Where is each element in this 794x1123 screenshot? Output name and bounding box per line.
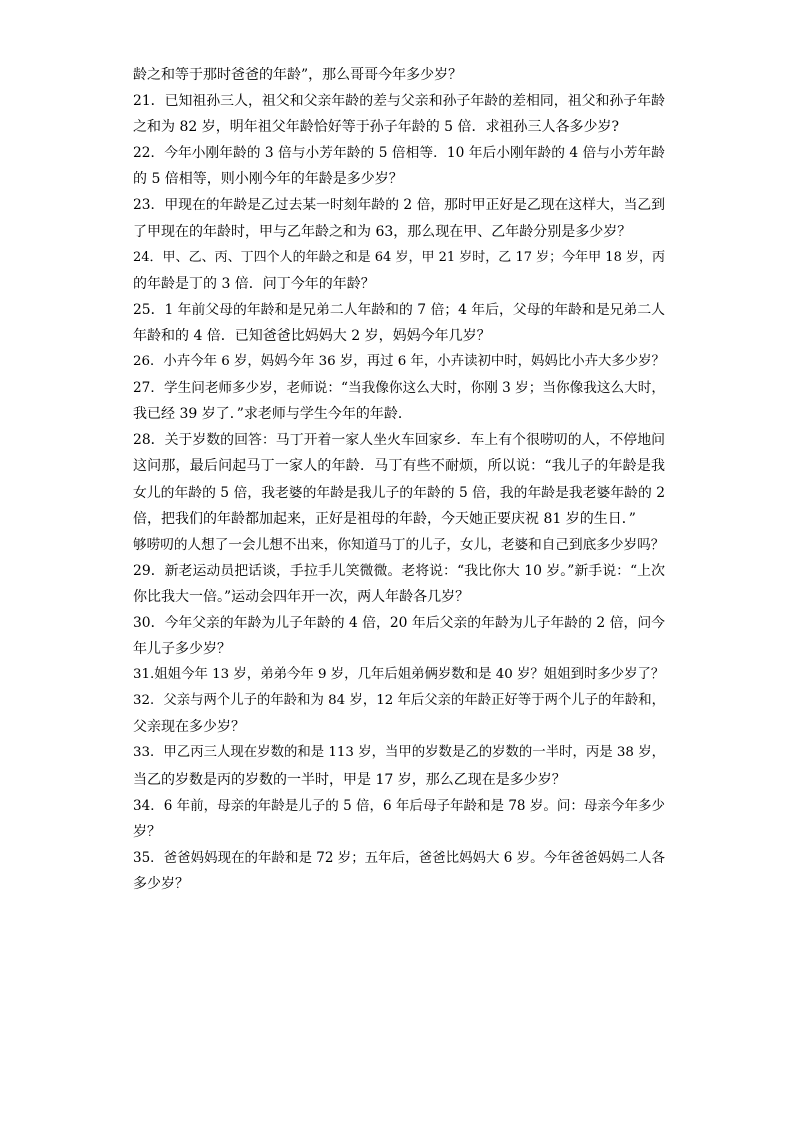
problem-23 (133, 192, 665, 244)
problem-21 (133, 88, 665, 140)
text-line: 年龄和的 4 倍．已知爸爸比妈妈大 2 岁，妈妈今年几岁？ (133, 327, 491, 344)
problem-24 (133, 245, 665, 297)
text-line: 这问那，最后问起马丁一家人的年龄．马丁有些不耐烦，所以说：“我儿子的年龄是我 (133, 458, 665, 475)
text-line: 27．学生问老师多少岁，老师说：“当我像你这么大时，你刚 3 岁；当你像我这么大时， (133, 380, 665, 397)
problem-30 (133, 610, 665, 662)
text-line: 28．关于岁数的回答：马丁开着一家人坐火车回家乡．车上有个很唠叨的人，不停地问 (133, 432, 665, 449)
text-line: 之和为 82 岁，明年祖父年龄恰好等于孙子年龄的 5 倍．求祖孙三人各多少岁? (133, 119, 620, 136)
problem-20-continuation (133, 62, 665, 88)
text-line: 25．1 年前父母的年龄和是兄弟二人年龄和的 7 倍；4 年后，父母的年龄和是兄弟二人 (133, 301, 665, 318)
problem-34 (133, 793, 665, 845)
problem-list (133, 62, 665, 897)
problem-22 (133, 140, 665, 192)
text-line: 33．甲乙丙三人现在岁数的和是 113 岁，当甲的岁数是乙的岁数的一半时，丙是 38 岁， (133, 745, 665, 761)
text-line: 30．今年父亲的年龄为儿子年龄的 4 倍，20 年后父亲的年龄为儿子年龄的 2 倍，问今 (133, 614, 665, 631)
text-line: 32．父亲与两个儿子的年龄和为 84 岁，12 年后父亲的年龄正好等于两个儿子的年龄和， (133, 693, 665, 709)
text-line: 了甲现在的年龄时，甲与乙年龄之和为 63，那么现在甲、乙年龄分别是多少岁？ (133, 223, 632, 240)
text-line: 你比我大一倍。”运动会四年开一次，两人年龄各几岁？ (133, 588, 470, 605)
text-line: 的年龄是丁的 3 倍．问丁今年的年龄？ (133, 275, 375, 292)
text-line: 当乙的岁数是丙的岁数的一半时，甲是 17 岁，那么乙现在是多少岁？ (133, 771, 566, 788)
text-line: 21．已知祖孙三人，祖父和父亲年龄的差与父亲和孙子年龄的差相同，祖父和孙子年龄 (133, 93, 665, 110)
problem-33 (133, 740, 665, 792)
text-line: 父亲现在多少岁？ (133, 719, 245, 736)
text-line: 34．6 年前，母亲的年龄是儿子的 5 倍，6 年后母子年龄和是 78 岁。问：母亲今年多少 (133, 797, 665, 814)
problem-28 (133, 427, 665, 557)
text-line: 倍，把我们的年龄都加起来，正好是祖母的年龄，今天她正要庆祝 81 岁的生日．” (133, 510, 636, 527)
text-line: 年儿子多少岁？ (133, 641, 231, 658)
text-line: 的 5 倍相等，则小刚今年的年龄是多少岁？ (133, 171, 403, 188)
text-line: 35．爸爸妈妈现在的年龄和是 72 岁；五年后，爸爸比妈妈大 6 岁。今年爸爸妈妈二人各 (133, 849, 665, 866)
problem-35 (133, 845, 665, 897)
text-line: 龄之和等于那时爸爸的年龄”，那么哥哥今年多少岁？ (133, 67, 463, 83)
text-line: 31.姐姐今年 13 岁，弟弟今年 9 岁，几年后姐弟俩岁数和是 40 岁？姐姐到时多少岁了？ (133, 667, 665, 683)
text-line: 多少岁？ (133, 875, 189, 892)
problem-26 (133, 349, 665, 375)
text-line: 23．甲现在的年龄是乙过去某一时刻年龄的 2 倍，那时甲正好是乙现在这样大，当乙到 (133, 197, 665, 214)
problem-32 (133, 688, 665, 740)
text-line: 岁？ (133, 823, 161, 840)
text-line: 24．甲、乙、丙、丁四个人的年龄之和是 64 岁，甲 21 岁时，乙 17 岁；今年甲 18 岁，丙 (133, 249, 665, 265)
text-line: 29．新老运动员把话谈，手拉手儿笑微微。老将说：“我比你大 10 岁。”新手说：“上次 (133, 562, 665, 579)
problem-29 (133, 558, 665, 610)
text-line: 女儿的年龄的 5 倍，我老婆的年龄是我儿子的年龄的 5 倍，我的年龄是我老婆年龄的 2 (133, 484, 665, 501)
problem-27 (133, 375, 665, 427)
text-line: 26．小卉今年 6 岁，妈妈今年 36 岁，再过 6 年，小卉读初中时，妈妈比小卉大多少岁？ (133, 354, 665, 370)
problem-31 (133, 662, 665, 688)
text-line: 22．今年小刚年龄的 3 倍与小芳年龄的 5 倍相等．10 年后小刚年龄的 4 倍与小芳年龄 (133, 145, 665, 162)
problem-25 (133, 297, 665, 349)
text-line: 够唠叨的人想了一会儿想不出来，你知道马丁的儿子，女儿，老婆和自己到底多少岁吗？ (133, 536, 665, 553)
text-line: 我已经 39 岁了．”求老师与学生今年的年龄． (133, 406, 412, 423)
